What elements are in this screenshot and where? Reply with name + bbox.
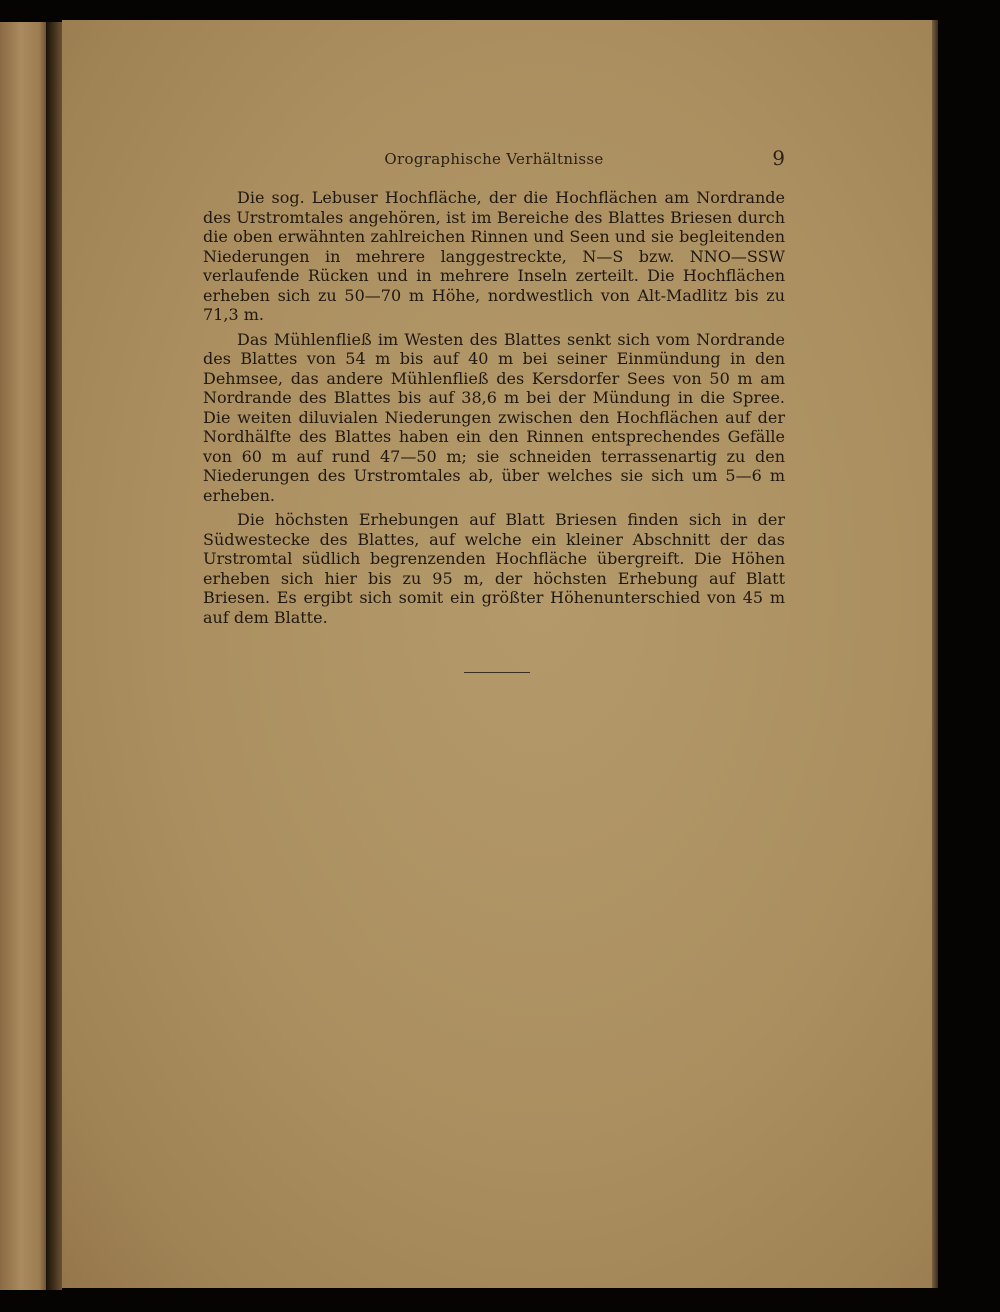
previous-page-edge — [0, 22, 46, 1290]
running-head: Orographische Verhältnisse — [384, 150, 604, 168]
page-header — [203, 148, 785, 170]
page-right-edge — [932, 20, 938, 1288]
paragraph: Das Mühlenfließ im Westen des Blattes senkt sich vom Nordrande des Blattes von 54 m bis auf 40 m bei seiner Einmündung in den Dehmsee, das andere Mühlenfließ des Kersdorfer Sees von 50 m am Nordrande des Blattes bis auf 38,6 m bei der Mündung in die Spree. Die weiten diluvialen Niederungen zwischen den Hochflächen auf der Nordhälfte des Blattes haben ein den Rinnen entsprechendes Gefälle von 60 m auf rund 47—50 m; sie schneiden terrassenartig zu den Niederungen des Urstromtales ab, über welches sie sich um 5—6 m erheben. — [203, 329, 785, 505]
paragraph: Die höchsten Erhebungen auf Blatt Briesen finden sich in der Südwestecke des Blattes, auf welche ein kleiner Abschnitt der das Urstromtal südlich begrenzenden Hochfläche übergreift. Die Höhen erheben sich hier bis zu 95 m, der höchsten Erhebung auf Blatt Briesen. Es ergibt sich somit ein größter Höhenunterschied von 45 m auf dem Blatte. — [203, 510, 785, 627]
book-gutter — [46, 22, 62, 1290]
page-number: 9 — [772, 146, 785, 170]
body-text — [203, 188, 785, 632]
paragraph: Die sog. Lebuser Hochfläche, der die Hochflächen am Nordrande des Urstromtales angehören, ist im Bereiche des Blattes Briesen durch die oben erwähnten zahlreichen Rinnen und Seen und sie begleitenden Niederungen in mehrere langgestreckte, N—S bzw. NNO—SSW verlaufende Rücken und in mehrere Inseln zerteilt. Die Hochflächen erheben sich zu 50—70 m Höhe, nordwestlich von Alt-Madlitz bis zu 71,3 m. — [203, 188, 785, 324]
section-end-rule — [464, 672, 530, 673]
